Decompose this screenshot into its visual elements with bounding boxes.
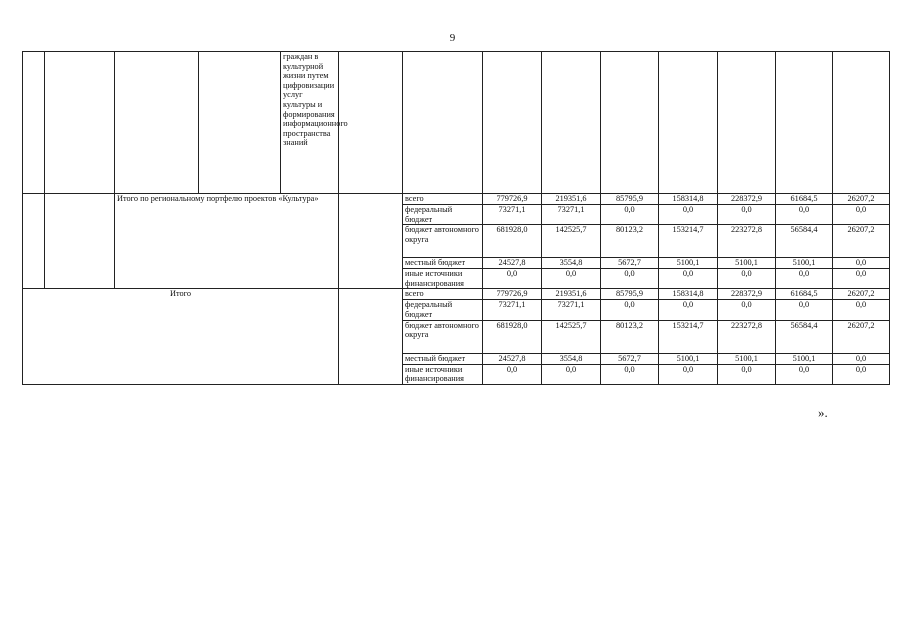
funding-value: 0,0 (833, 364, 890, 384)
cell-number (23, 194, 45, 289)
portfolio-total-title: Итого по региональному портфелю проектов «Культура» (115, 194, 339, 289)
funding-value: 158314,8 (659, 289, 718, 300)
funding-value: 0,0 (776, 300, 833, 320)
funding-value: 26207,2 (833, 289, 890, 300)
grand-total-title: Итого (23, 289, 339, 384)
funding-value: 0,0 (718, 205, 776, 225)
funding-value: 219351,6 (542, 289, 601, 300)
funding-value: 0,0 (833, 269, 890, 289)
cell-empty (339, 194, 403, 289)
portfolio-total-section (23, 194, 890, 289)
cell-value-empty (718, 52, 776, 194)
funding-value: 0,0 (659, 300, 718, 320)
cell-value-empty (483, 52, 542, 194)
cell-empty (339, 289, 403, 384)
funding-value: 24527,8 (483, 258, 542, 269)
funding-value: 0,0 (776, 364, 833, 384)
funding-value: 779726,9 (483, 289, 542, 300)
funding-value: 5100,1 (659, 353, 718, 364)
funding-value: 85795,9 (601, 289, 659, 300)
funding-source-label: федеральный бюджет (403, 300, 483, 320)
funding-source-label: иные источники финансирования (403, 364, 483, 384)
page-number: 9 (449, 32, 456, 44)
funding-value: 0,0 (833, 205, 890, 225)
cell-project (45, 52, 115, 194)
grand-total-section (23, 289, 890, 384)
funding-value: 223272,8 (718, 225, 776, 258)
continuation-row (23, 52, 890, 194)
funding-source-label: всего (403, 289, 483, 300)
funding-value: 5100,1 (718, 353, 776, 364)
funding-value: 0,0 (833, 353, 890, 364)
funding-value: 73271,1 (542, 300, 601, 320)
funding-value: 158314,8 (659, 194, 718, 205)
funding-source-label: федеральный бюджет (403, 205, 483, 225)
funding-value: 73271,1 (483, 300, 542, 320)
continuation-text: граждан в культурной жизни путем цифровизации услуг культуры и формирования информационного пространства знаний (281, 52, 339, 194)
funding-value: 0,0 (659, 364, 718, 384)
funding-value: 681928,0 (483, 225, 542, 258)
funding-value: 56584,4 (776, 225, 833, 258)
funding-source-label: всего (403, 194, 483, 205)
funding-value: 26207,2 (833, 320, 890, 353)
funding-value: 0,0 (776, 269, 833, 289)
funding-value: 56584,4 (776, 320, 833, 353)
cell-project (45, 194, 115, 289)
funding-value: 0,0 (601, 300, 659, 320)
cell-executor (199, 52, 281, 194)
funding-value: 5672,7 (601, 258, 659, 269)
funding-source-label: местный бюджет (403, 258, 483, 269)
funding-value: 223272,8 (718, 320, 776, 353)
funding-value: 0,0 (718, 269, 776, 289)
funding-value: 0,0 (833, 300, 890, 320)
funding-value: 80123,2 (601, 225, 659, 258)
funding-value: 0,0 (776, 205, 833, 225)
funding-source-label: местный бюджет (403, 353, 483, 364)
funding-value: 153214,7 (659, 225, 718, 258)
funding-value: 228372,9 (718, 194, 776, 205)
funding-value: 0,0 (601, 205, 659, 225)
funding-value: 26207,2 (833, 225, 890, 258)
funding-value: 3554,8 (542, 258, 601, 269)
funding-value: 228372,9 (718, 289, 776, 300)
funding-value: 61684,5 (776, 194, 833, 205)
funding-value: 0,0 (542, 269, 601, 289)
funding-value: 0,0 (718, 364, 776, 384)
funding-value: 779726,9 (483, 194, 542, 205)
funding-value: 80123,2 (601, 320, 659, 353)
cell-value-empty (833, 52, 890, 194)
cell-event (115, 52, 199, 194)
funding-value: 5100,1 (659, 258, 718, 269)
funding-value: 0,0 (659, 205, 718, 225)
funding-value: 0,0 (483, 364, 542, 384)
grand-total-row (23, 289, 890, 300)
funding-value: 5672,7 (601, 353, 659, 364)
funding-value: 219351,6 (542, 194, 601, 205)
funding-value: 26207,2 (833, 194, 890, 205)
funding-value: 0,0 (601, 269, 659, 289)
cell-value-empty (542, 52, 601, 194)
cell-number (23, 52, 45, 194)
funding-value: 73271,1 (542, 205, 601, 225)
funding-value: 5100,1 (776, 353, 833, 364)
funding-value: 142525,7 (542, 225, 601, 258)
funding-value: 24527,8 (483, 353, 542, 364)
funding-value: 5100,1 (776, 258, 833, 269)
funding-value: 0,0 (833, 258, 890, 269)
cell-empty (339, 52, 403, 194)
funding-value: 5100,1 (718, 258, 776, 269)
funding-value: 681928,0 (483, 320, 542, 353)
funding-value: 73271,1 (483, 205, 542, 225)
funding-source-label: иные источники финансирования (403, 269, 483, 289)
funding-value: 0,0 (542, 364, 601, 384)
funding-value: 142525,7 (542, 320, 601, 353)
cell-value-empty (659, 52, 718, 194)
cell-source-empty (403, 52, 483, 194)
cell-value-empty (776, 52, 833, 194)
funding-value: 153214,7 (659, 320, 718, 353)
portfolio-total-row (23, 194, 890, 205)
budget-table (22, 51, 890, 385)
funding-value: 0,0 (601, 364, 659, 384)
funding-source-label: бюджет автономного округа (403, 320, 483, 353)
funding-value: 61684,5 (776, 289, 833, 300)
funding-value: 0,0 (483, 269, 542, 289)
closing-mark: ». (818, 405, 828, 420)
cell-value-empty (601, 52, 659, 194)
funding-value: 3554,8 (542, 353, 601, 364)
funding-value: 85795,9 (601, 194, 659, 205)
funding-value: 0,0 (659, 269, 718, 289)
funding-value: 0,0 (718, 300, 776, 320)
funding-source-label: бюджет автономного округа (403, 225, 483, 258)
